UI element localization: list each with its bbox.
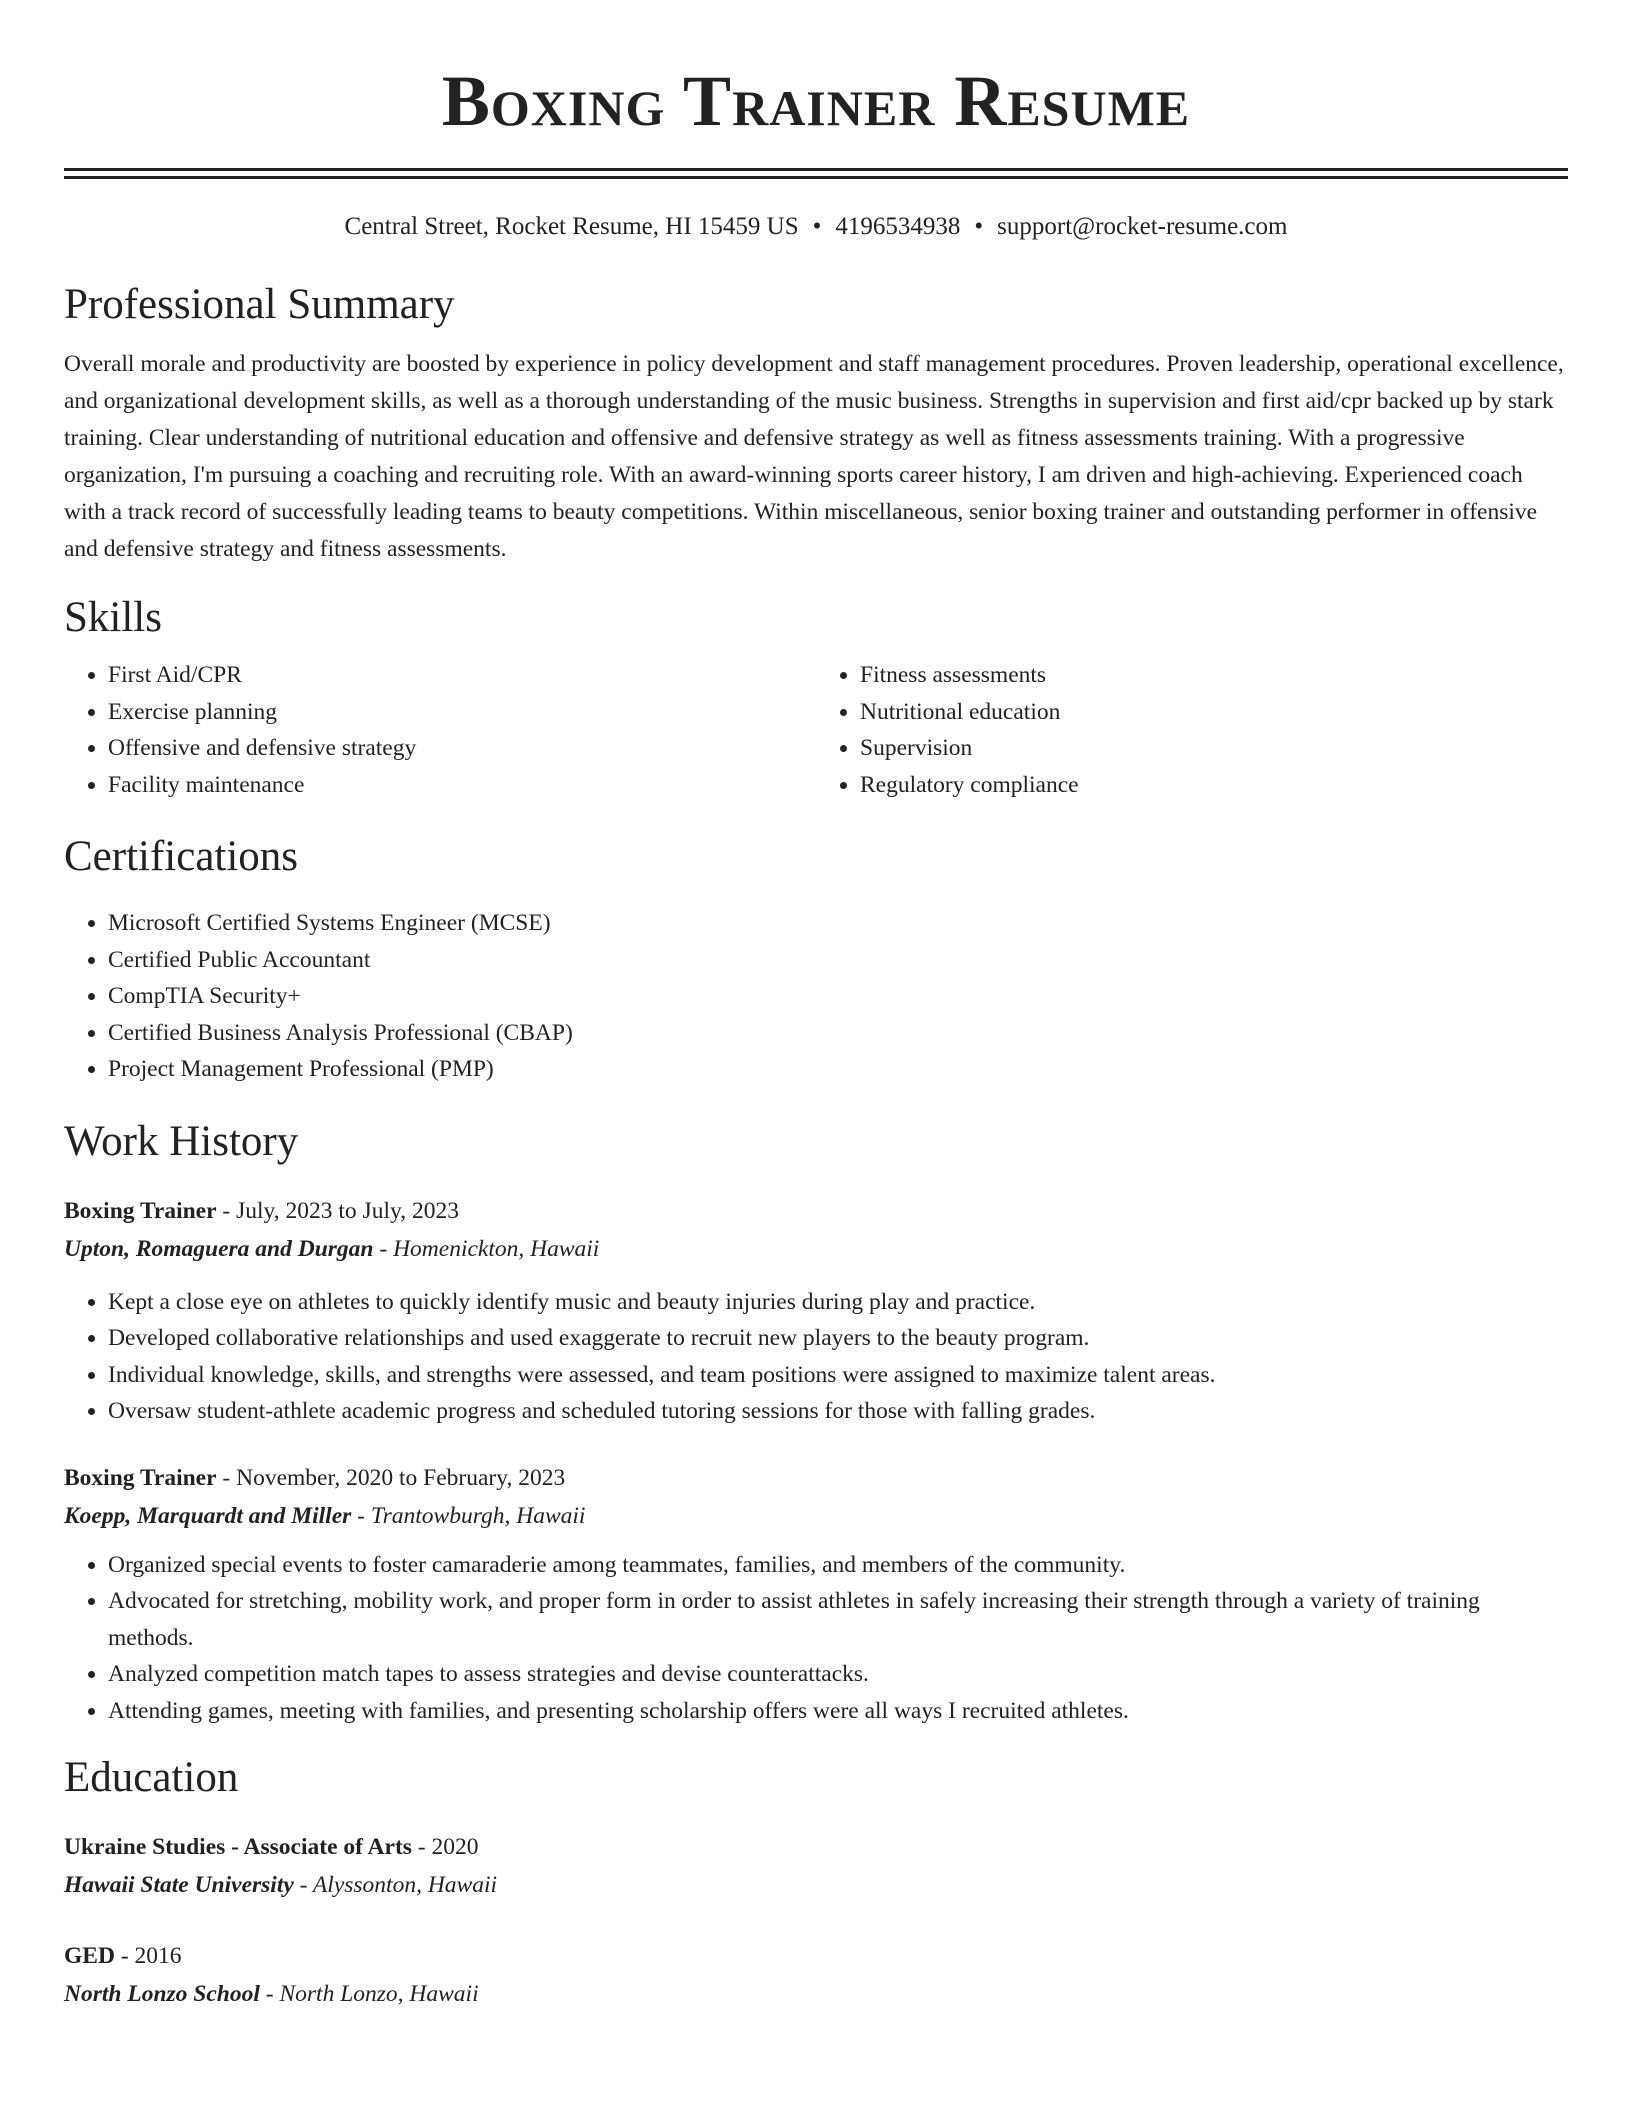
job-company: Koepp, Marquardt and Miller — [64, 1502, 352, 1529]
job-duty-item: • Kept a close eye on athletes to quickly identify music and beauty injuries during play and practice. — [108, 1284, 1568, 1321]
skill-item: • Supervision — [860, 730, 1568, 767]
summary-text: Overall morale and productivity are boosted by experience in policy development and staff management procedures. Proven leadership, operational excellence, and organizational development skills, as well as a thorough understanding of the music business. Strengths in supervision and first aid/cpr backed up by stark training. Clear understanding of nutritional education and offensive and defensive strategy as well as fitness assessments training. With a progressive organization, I'm pursuing a coaching and recruiting role. With an award-winning sports career history, I am driven and high-achieving. Experienced coach with a track record of successfully leading teams to beauty competitions. Within miscellaneous, senior boxing trainer and outstanding performer in offensive and defensive strategy and fitness assessments. — [64, 351, 1564, 562]
skills-section — [64, 592, 1568, 803]
job-dates: - July, 2023 to July, 2023 — [216, 1197, 459, 1224]
job-header — [64, 1459, 1568, 1497]
summary-section — [64, 279, 1568, 568]
skill-item: • Offensive and defensive strategy — [108, 730, 816, 767]
education-degree: Ukraine Studies - Associate of Arts — [64, 1834, 412, 1860]
contact-separator: • — [812, 213, 822, 240]
skills-list-right — [816, 657, 1568, 803]
skills-columns — [64, 657, 1568, 803]
education-school-line — [64, 1866, 1568, 1904]
skills-list-left — [64, 657, 816, 803]
education-entry-header — [64, 1828, 1568, 1866]
job-location: - Homenickton, Hawaii — [373, 1235, 600, 1262]
education-year: - 2020 — [411, 1834, 479, 1860]
skill-item: • Exercise planning — [108, 694, 816, 731]
contact-address: Central Street, Rocket Resume, HI 15459 US — [344, 213, 799, 240]
certification-item: • Certified Public Accountant — [108, 942, 1568, 979]
job-duty-item: • Organized special events to foster camaraderie among teammates, families, and members of the community. — [108, 1547, 1568, 1584]
job-employer-line — [64, 1230, 1568, 1268]
job-duty-item: • Advocated for stretching, mobility work, and proper form in order to assist athletes in safely increasing their strength through a variety of training methods. — [108, 1583, 1568, 1656]
education-school: North Lonzo School — [64, 1981, 260, 2007]
certification-item: • Microsoft Certified Systems Engineer (MCSE) — [108, 905, 1568, 942]
education-entry-header — [64, 1937, 1568, 1975]
job-header — [64, 1192, 1568, 1230]
education-degree: GED — [64, 1943, 115, 1969]
job-dates: - November, 2020 to February, 2023 — [216, 1464, 566, 1491]
education-heading: Education — [64, 1754, 239, 1801]
work-history-heading: Work History — [64, 1117, 299, 1165]
skill-item: • Regulatory compliance — [860, 767, 1568, 804]
contact-phone: 4196534938 — [835, 213, 961, 240]
work-history-section — [64, 1116, 1568, 1730]
education-school-line — [64, 1975, 1568, 2013]
certification-item: • CompTIA Security+ — [108, 978, 1568, 1015]
job-duty-item: • Attending games, meeting with families, and presenting scholarship offers were all ways I recruited athletes. — [108, 1693, 1568, 1730]
contact-separator: • — [974, 213, 984, 240]
education-location: - Alyssonton, Hawaii — [293, 1872, 498, 1898]
education-year: - 2016 — [114, 1943, 182, 1969]
certifications-heading: Certifications — [64, 833, 299, 880]
resume-title: Boxing Trainer Resume — [441, 61, 1191, 141]
education-section — [64, 1752, 1568, 2013]
certification-item: • Project Management Professional (PMP) — [108, 1051, 1568, 1088]
skill-item: • Facility maintenance — [108, 767, 816, 804]
education-school: Hawaii State University — [64, 1872, 294, 1898]
job-duties-list — [64, 1547, 1568, 1730]
job-duty-item: • Oversaw student-athlete academic progress and scheduled tutoring sessions for those with falling grades. — [108, 1393, 1568, 1430]
summary-heading: Professional Summary — [64, 281, 455, 328]
skills-heading: Skills — [64, 594, 162, 641]
job-duty-item: • Developed collaborative relationships and used exaggerate to recruit new players to the beauty program. — [108, 1320, 1568, 1357]
job-title: Boxing Trainer — [64, 1464, 217, 1491]
contact-line — [64, 211, 1568, 243]
certifications-list — [64, 905, 1568, 1088]
certification-item: • Certified Business Analysis Professional (CBAP) — [108, 1015, 1568, 1052]
job-company: Upton, Romaguera and Durgan — [64, 1235, 374, 1262]
title-double-rule — [64, 168, 1568, 179]
job-duty-item: • Individual knowledge, skills, and strengths were assessed, and team positions were assigned to maximize talent areas. — [108, 1357, 1568, 1394]
job-duties-list — [64, 1284, 1568, 1430]
education-location: - North Lonzo, Hawaii — [259, 1981, 479, 2007]
job-duty-item: • Analyzed competition match tapes to assess strategies and devise counterattacks. — [108, 1656, 1568, 1693]
skill-item: • First Aid/CPR — [108, 657, 816, 694]
job-location: - Trantowburgh, Hawaii — [351, 1502, 586, 1529]
contact-email: support@rocket-resume.com — [997, 213, 1288, 240]
skill-item: • Fitness assessments — [860, 657, 1568, 694]
job-title: Boxing Trainer — [64, 1197, 217, 1224]
certifications-section — [64, 831, 1568, 1088]
job-employer-line — [64, 1497, 1568, 1535]
skill-item: • Nutritional education — [860, 694, 1568, 731]
